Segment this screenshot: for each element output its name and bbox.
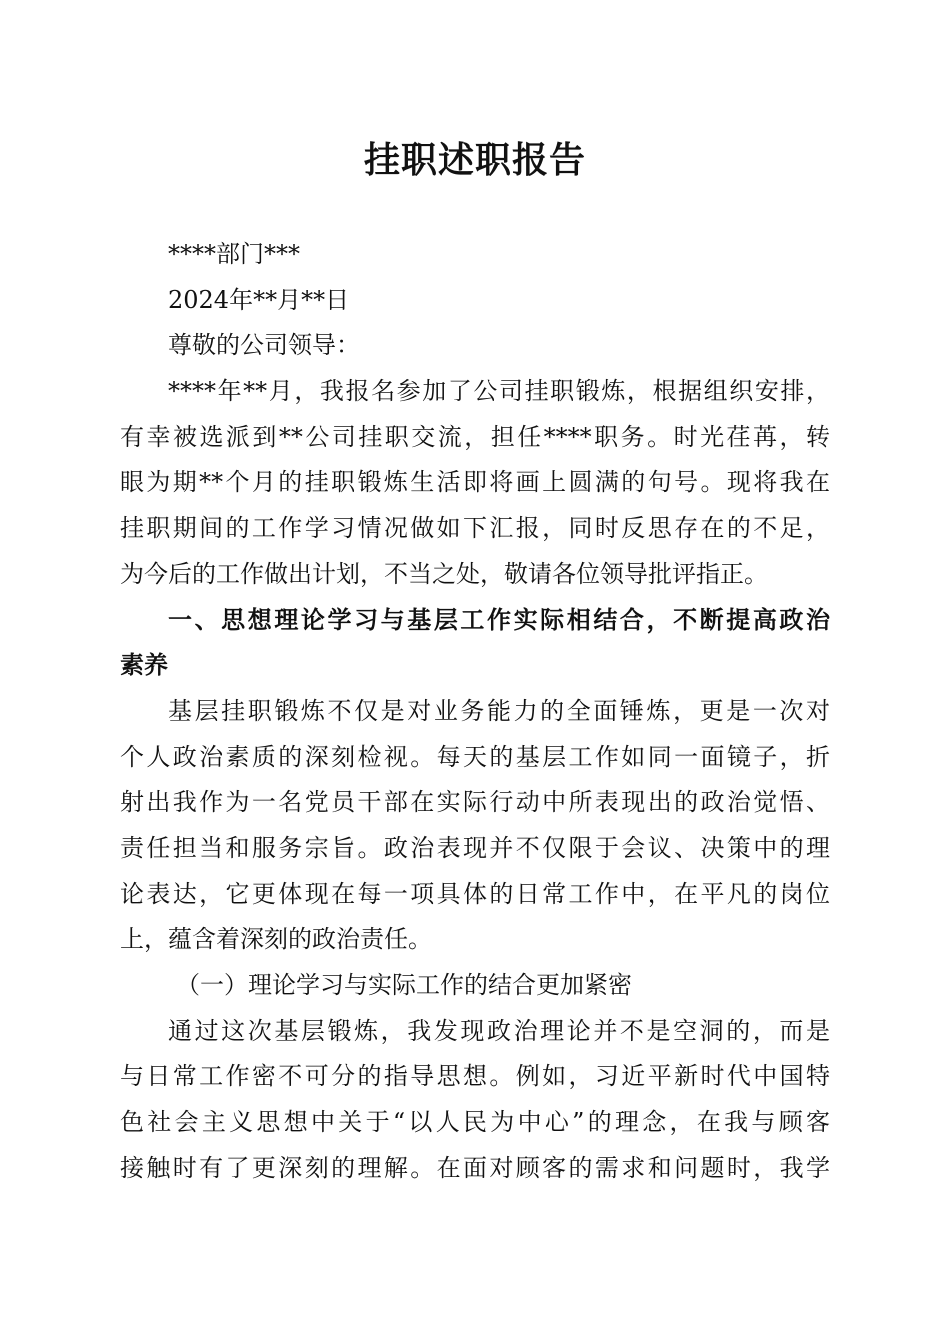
paragraph-line: 有幸被选派到**公司挂职交流，担任****职务。时光荏苒，转 [120,422,830,451]
paragraph-line: 为今后的工作做出计划，不当之处，敬请各位领导批评指正。 [120,559,768,588]
paragraph-line: 责任担当和服务宗旨。政治表现并不仅限于会议、决策中的理 [120,833,830,862]
paragraph-line: 色社会主义思想中关于“以人民为中心”的理念，在我与顾客 [120,1108,830,1137]
paragraph-line: 挂职期间的工作学习情况做如下汇报，同时反思存在的不足， [120,514,830,543]
date-line: 2024年**月**日 [168,285,350,314]
section-heading: 一、思想理论学习与基层工作实际相结合，不断提高政治 [168,605,830,634]
paragraph-line: 论表达，它更体现在每一项具体的日常工作中，在平凡的岗位 [120,879,830,908]
paragraph-line: 上，蕴含着深刻的政治责任。 [120,925,432,954]
paragraph-line: 射出我作为一名党员干部在实际行动中所表现出的政治觉悟、 [120,788,830,817]
paragraph-line: 与日常工作密不可分的指导思想。例如，习近平新时代中国特 [120,1062,830,1091]
document-title: 挂职述职报告 [363,139,586,181]
subsection-heading: （一）理论学习与实际工作的结合更加紧密 [176,971,632,999]
document-body [120,232,830,1191]
paragraph-line: 基层挂职锻炼不仅是对业务能力的全面锤炼，更是一次对 [168,696,830,725]
paragraph-line: 接触时有了更深刻的理解。在面对顾客的需求和问题时，我学 [120,1153,830,1182]
paragraph-line: 通过这次基层锻炼，我发现政治理论并不是空洞的，而是 [168,1016,830,1045]
paragraph-line: ****年**月，我报名参加了公司挂职锻炼，根据组织安排， [168,377,830,406]
department-line: ****部门*** [168,240,300,268]
paragraph-line: 眼为期**个月的挂职锻炼生活即将画上圆满的句号。现将我在 [120,468,830,497]
salutation-line: 尊敬的公司领导： [168,331,360,360]
section-heading: 素养 [120,651,168,680]
paragraph-line: 个人政治素质的深刻检视。每天的基层工作如同一面镜子，折 [120,742,830,771]
